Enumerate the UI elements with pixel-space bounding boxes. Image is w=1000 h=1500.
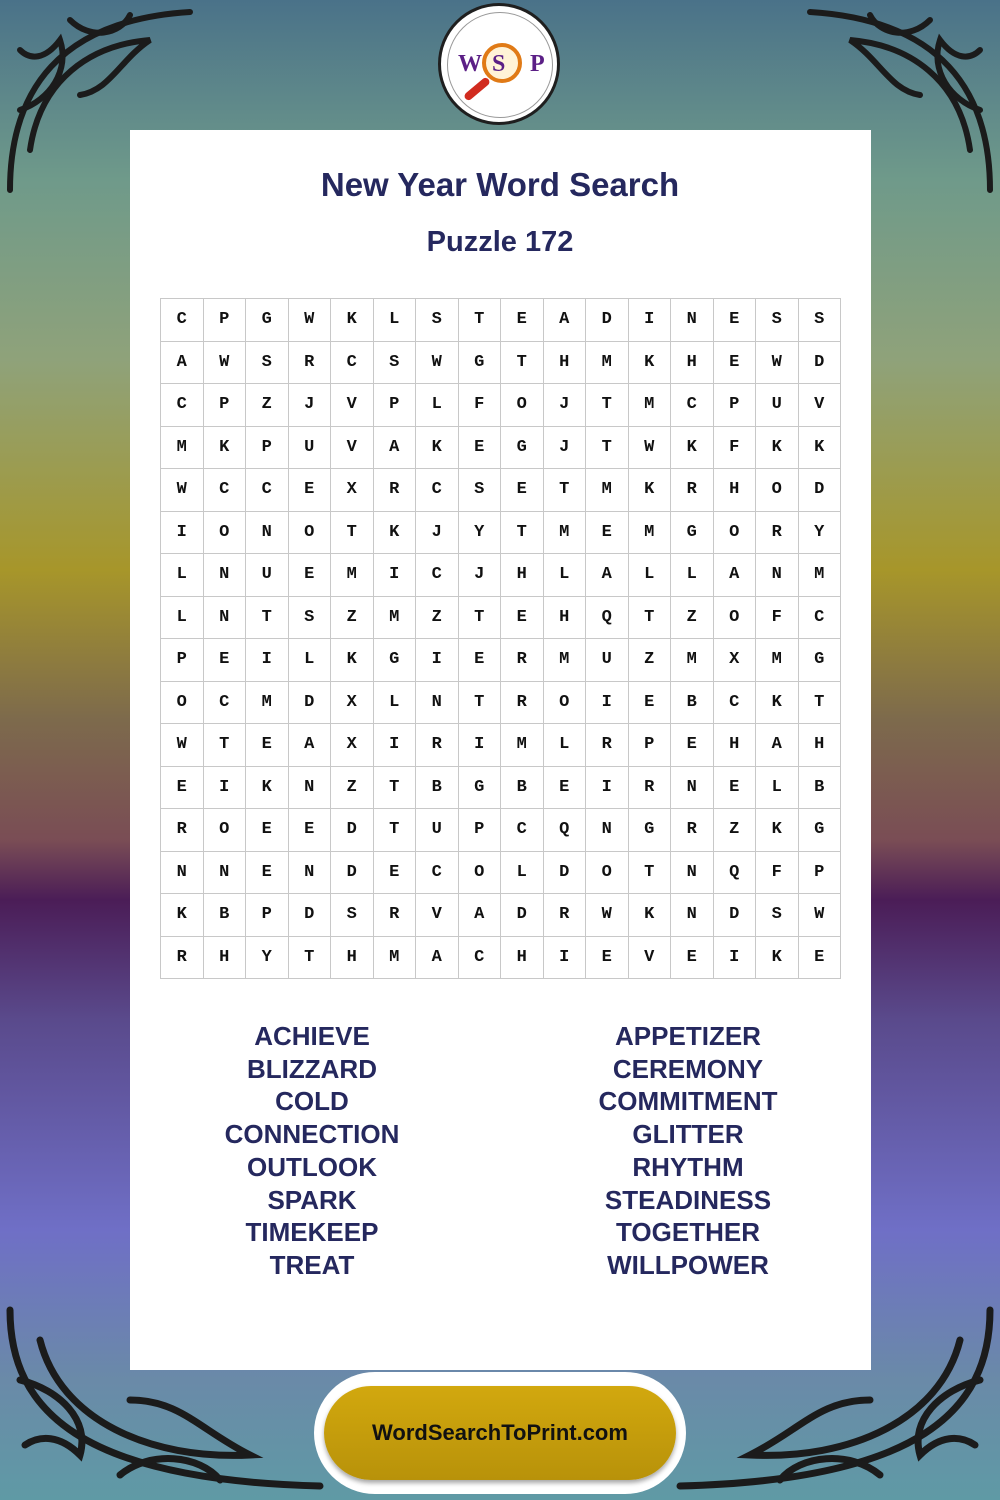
grid-cell[interactable]: Q xyxy=(586,597,629,640)
grid-cell[interactable]: N xyxy=(204,554,247,597)
grid-cell[interactable]: E xyxy=(544,767,587,810)
grid-cell[interactable]: L xyxy=(544,724,587,767)
grid-cell[interactable]: A xyxy=(161,342,204,385)
grid-cell[interactable]: A xyxy=(374,427,417,470)
grid-cell[interactable]: O xyxy=(501,384,544,427)
grid-cell[interactable]: O xyxy=(544,682,587,725)
grid-cell[interactable]: C xyxy=(416,852,459,895)
logo-letter-p: P xyxy=(530,51,545,77)
grid-cell[interactable]: T xyxy=(459,597,502,640)
grid-cell[interactable]: N xyxy=(204,852,247,895)
grid-cell[interactable]: E xyxy=(246,724,289,767)
grid-cell[interactable]: C xyxy=(671,384,714,427)
grid-cell[interactable]: N xyxy=(416,682,459,725)
grid-cell[interactable]: V xyxy=(331,384,374,427)
grid-cell[interactable]: T xyxy=(501,512,544,555)
grid-cell[interactable]: E xyxy=(671,937,714,980)
grid-cell[interactable]: I xyxy=(204,767,247,810)
word-list-item: RHYTHM xyxy=(632,1151,744,1182)
logo-letter-w: W xyxy=(458,51,482,77)
word-list-right xyxy=(538,1020,838,1282)
grid-cell[interactable]: G xyxy=(799,639,842,682)
grid-cell[interactable]: Y xyxy=(459,512,502,555)
grid-cell[interactable]: F xyxy=(459,384,502,427)
grid-cell[interactable]: H xyxy=(331,937,374,980)
grid-cell[interactable]: S xyxy=(416,299,459,342)
grid-cell[interactable]: W xyxy=(204,342,247,385)
grid-cell[interactable]: F xyxy=(756,852,799,895)
grid-cell[interactable]: X xyxy=(714,639,757,682)
grid-cell[interactable]: L xyxy=(374,682,417,725)
grid-cell[interactable]: C xyxy=(714,682,757,725)
word-list-item: APPETIZER xyxy=(615,1021,761,1051)
grid-cell[interactable]: G xyxy=(459,342,502,385)
grid-cell[interactable]: G xyxy=(459,767,502,810)
grid-cell[interactable]: E xyxy=(374,852,417,895)
grid-cell[interactable]: D xyxy=(501,894,544,937)
grid-cell[interactable]: Y xyxy=(799,512,842,555)
grid-cell[interactable]: N xyxy=(756,554,799,597)
grid-cell[interactable]: R xyxy=(586,724,629,767)
grid-cell[interactable]: G xyxy=(671,512,714,555)
grid-cell[interactable]: I xyxy=(459,724,502,767)
grid-cell[interactable]: L xyxy=(544,554,587,597)
footer-site-link[interactable]: WordSearchToPrint.com xyxy=(372,1420,628,1445)
grid-cell[interactable]: K xyxy=(246,767,289,810)
grid-cell[interactable]: D xyxy=(799,342,842,385)
grid-cell[interactable]: K xyxy=(331,639,374,682)
grid-cell[interactable]: R xyxy=(416,724,459,767)
grid-cell[interactable]: A xyxy=(416,937,459,980)
grid-cell[interactable]: R xyxy=(756,512,799,555)
grid-cell[interactable]: M xyxy=(799,554,842,597)
word-list-item: COMMITMENT xyxy=(598,1086,778,1117)
word-list-left xyxy=(162,1020,462,1282)
grid-cell[interactable]: V xyxy=(799,384,842,427)
magnifier-handle xyxy=(463,76,491,101)
grid-cell[interactable]: T xyxy=(459,299,502,342)
grid-cell[interactable]: W xyxy=(161,469,204,512)
word-list-item: CEREMONY xyxy=(612,1053,764,1084)
grid-cell[interactable]: C xyxy=(246,469,289,512)
grid-cell[interactable]: Z xyxy=(331,767,374,810)
grid-cell[interactable]: K xyxy=(756,809,799,852)
grid-cell[interactable]: G xyxy=(501,427,544,470)
grid-cell[interactable]: S xyxy=(331,894,374,937)
grid-cell[interactable]: P xyxy=(204,384,247,427)
grid-cell[interactable]: V xyxy=(629,937,672,980)
grid-cell[interactable]: L xyxy=(501,852,544,895)
grid-cell[interactable]: I xyxy=(374,724,417,767)
grid-cell[interactable]: D xyxy=(289,682,332,725)
grid-cell[interactable]: Z xyxy=(331,597,374,640)
grid-cell[interactable]: J xyxy=(289,384,332,427)
grid-cell[interactable]: E xyxy=(246,852,289,895)
grid-cell[interactable]: M xyxy=(246,682,289,725)
word-list-item: WILLPOWER xyxy=(607,1249,769,1280)
grid-cell[interactable]: O xyxy=(714,512,757,555)
grid-cell[interactable]: L xyxy=(289,639,332,682)
grid-cell[interactable]: D xyxy=(544,852,587,895)
grid-cell[interactable]: E xyxy=(501,299,544,342)
grid-cell[interactable]: M xyxy=(161,427,204,470)
grid-cell[interactable]: I xyxy=(246,639,289,682)
grid-cell[interactable]: E xyxy=(204,639,247,682)
grid-cell[interactable]: E xyxy=(161,767,204,810)
grid-cell[interactable]: U xyxy=(246,554,289,597)
grid-cell[interactable]: X xyxy=(331,469,374,512)
grid-cell[interactable]: H xyxy=(501,554,544,597)
grid-cell[interactable]: M xyxy=(544,639,587,682)
grid-cell[interactable]: M xyxy=(374,937,417,980)
grid-cell[interactable]: K xyxy=(756,427,799,470)
grid-cell[interactable]: D xyxy=(799,469,842,512)
grid-cell[interactable]: S xyxy=(799,299,842,342)
grid-cell[interactable]: A xyxy=(289,724,332,767)
grid-cell[interactable]: Q xyxy=(714,852,757,895)
grid-cell[interactable]: N xyxy=(161,852,204,895)
grid-cell[interactable]: W xyxy=(799,894,842,937)
grid-cell[interactable]: R xyxy=(671,469,714,512)
grid-cell[interactable]: T xyxy=(204,724,247,767)
grid-cell[interactable]: C xyxy=(501,809,544,852)
grid-cell[interactable]: P xyxy=(799,852,842,895)
footer-banner[interactable] xyxy=(324,1386,676,1480)
grid-cell[interactable]: Y xyxy=(246,937,289,980)
grid-cell[interactable]: T xyxy=(331,512,374,555)
site-logo xyxy=(438,3,560,125)
grid-cell[interactable]: K xyxy=(629,469,672,512)
word-list-item: OUTLOOK xyxy=(247,1151,377,1182)
grid-cell[interactable]: Z xyxy=(714,809,757,852)
grid-cell[interactable]: W xyxy=(289,299,332,342)
grid-cell[interactable]: K xyxy=(799,427,842,470)
grid-cell[interactable]: S xyxy=(246,342,289,385)
page-title: New Year Word Search xyxy=(320,166,680,203)
grid-cell[interactable]: B xyxy=(204,894,247,937)
grid-cell[interactable]: K xyxy=(671,427,714,470)
grid-cell[interactable]: A xyxy=(756,724,799,767)
grid-cell[interactable]: S xyxy=(756,299,799,342)
grid-cell[interactable]: A xyxy=(586,554,629,597)
grid-cell[interactable]: T xyxy=(544,469,587,512)
grid-cell[interactable]: E xyxy=(459,427,502,470)
grid-cell[interactable]: A xyxy=(544,299,587,342)
grid-cell[interactable]: H xyxy=(544,342,587,385)
grid-cell[interactable]: H xyxy=(799,724,842,767)
grid-cell[interactable]: O xyxy=(289,512,332,555)
grid-cell[interactable]: T xyxy=(799,682,842,725)
grid-cell[interactable]: S xyxy=(459,469,502,512)
grid-cell[interactable]: E xyxy=(671,724,714,767)
grid-cell[interactable]: A xyxy=(714,554,757,597)
word-list-item: STEADINESS xyxy=(604,1184,772,1215)
grid-cell[interactable]: E xyxy=(289,469,332,512)
grid-cell[interactable]: T xyxy=(374,767,417,810)
grid-cell[interactable]: E xyxy=(586,512,629,555)
word-list-item: TIMEKEEP xyxy=(245,1217,379,1248)
grid-cell[interactable]: I xyxy=(714,937,757,980)
grid-cell[interactable]: M xyxy=(671,639,714,682)
grid-cell[interactable]: U xyxy=(586,639,629,682)
word-list-item: ACHIEVE xyxy=(254,1021,370,1051)
logo-letter-s: S xyxy=(492,51,506,77)
grid-cell[interactable]: L xyxy=(374,299,417,342)
grid-cell[interactable]: N xyxy=(246,512,289,555)
grid-cell[interactable]: Z xyxy=(246,384,289,427)
word-list-item: CONNECTION xyxy=(224,1119,400,1150)
grid-cell[interactable]: B xyxy=(671,682,714,725)
grid-cell[interactable]: K xyxy=(331,299,374,342)
logo-badge xyxy=(447,12,553,118)
grid-cell[interactable]: K xyxy=(629,894,672,937)
grid-cell[interactable]: H xyxy=(544,597,587,640)
grid-cell[interactable]: G xyxy=(799,809,842,852)
grid-cell[interactable]: A xyxy=(459,894,502,937)
word-list-item: GLITTER xyxy=(632,1119,744,1150)
grid-cell[interactable]: E xyxy=(629,682,672,725)
grid-cell[interactable]: W xyxy=(161,724,204,767)
grid-cell[interactable]: I xyxy=(586,767,629,810)
grid-cell[interactable]: R xyxy=(374,469,417,512)
word-list-item: COLD xyxy=(275,1086,349,1117)
grid-cell[interactable]: U xyxy=(756,384,799,427)
grid-cell[interactable]: V xyxy=(331,427,374,470)
grid-cell[interactable]: C xyxy=(459,937,502,980)
grid-cell[interactable]: J xyxy=(544,384,587,427)
grid-cell[interactable]: U xyxy=(289,427,332,470)
grid-cell[interactable]: K xyxy=(416,427,459,470)
grid-cell[interactable]: L xyxy=(629,554,672,597)
grid-cell[interactable]: R xyxy=(671,809,714,852)
grid-cell[interactable]: T xyxy=(501,342,544,385)
grid-cell[interactable]: L xyxy=(671,554,714,597)
grid-cell[interactable]: T xyxy=(586,427,629,470)
grid-cell[interactable]: Z xyxy=(629,639,672,682)
grid-cell[interactable]: N xyxy=(671,299,714,342)
grid-cell[interactable]: P xyxy=(246,894,289,937)
grid-cell[interactable]: S xyxy=(289,597,332,640)
grid-cell[interactable]: O xyxy=(714,597,757,640)
grid-cell[interactable]: H xyxy=(501,937,544,980)
word-list-item: BLIZZARD xyxy=(247,1053,377,1084)
grid-cell[interactable]: M xyxy=(629,384,672,427)
letter-grid xyxy=(160,298,841,979)
grid-cell[interactable]: T xyxy=(629,852,672,895)
grid-cell[interactable]: O xyxy=(204,512,247,555)
grid-cell[interactable]: R xyxy=(289,342,332,385)
grid-cell[interactable]: E xyxy=(799,937,842,980)
grid-cell[interactable]: E xyxy=(714,299,757,342)
grid-cell[interactable]: H xyxy=(671,342,714,385)
grid-cell[interactable]: L xyxy=(161,597,204,640)
grid-cell[interactable]: L xyxy=(161,554,204,597)
grid-cell[interactable]: C xyxy=(799,597,842,640)
grid-cell[interactable]: N xyxy=(671,894,714,937)
grid-cell[interactable]: T xyxy=(586,384,629,427)
grid-cell[interactable]: C xyxy=(161,299,204,342)
word-list-item: SPARK xyxy=(267,1184,357,1215)
grid-cell[interactable]: S xyxy=(756,894,799,937)
grid-cell[interactable]: K xyxy=(629,342,672,385)
grid-cell[interactable]: I xyxy=(161,512,204,555)
grid-cell[interactable]: E xyxy=(714,767,757,810)
grid-cell[interactable]: O xyxy=(756,469,799,512)
grid-cell[interactable]: C xyxy=(204,469,247,512)
grid-cell[interactable]: M xyxy=(501,724,544,767)
word-list-item: TREAT xyxy=(269,1249,355,1280)
grid-cell[interactable]: F xyxy=(756,597,799,640)
grid-cell[interactable]: U xyxy=(416,809,459,852)
grid-cell[interactable]: K xyxy=(756,937,799,980)
grid-cell[interactable]: C xyxy=(331,342,374,385)
grid-cell[interactable]: W xyxy=(756,342,799,385)
grid-cell[interactable]: R xyxy=(374,894,417,937)
grid-cell[interactable]: N xyxy=(671,852,714,895)
grid-cell[interactable]: L xyxy=(756,767,799,810)
grid-cell[interactable]: D xyxy=(289,894,332,937)
grid-cell[interactable]: E xyxy=(501,469,544,512)
grid-cell[interactable]: C xyxy=(416,469,459,512)
grid-cell[interactable]: Z xyxy=(671,597,714,640)
grid-cell[interactable]: M xyxy=(756,639,799,682)
grid-cell[interactable]: R xyxy=(501,682,544,725)
grid-cell[interactable]: B xyxy=(501,767,544,810)
grid-cell[interactable]: G xyxy=(374,639,417,682)
grid-cell[interactable]: I xyxy=(416,639,459,682)
grid-cell[interactable]: B xyxy=(799,767,842,810)
puzzle-number: Puzzle 172 xyxy=(426,226,574,258)
grid-cell[interactable]: W xyxy=(586,894,629,937)
grid-cell[interactable]: K xyxy=(756,682,799,725)
grid-cell[interactable]: V xyxy=(416,894,459,937)
grid-cell[interactable]: I xyxy=(586,682,629,725)
grid-cell[interactable]: E xyxy=(459,639,502,682)
grid-cell[interactable]: J xyxy=(416,512,459,555)
grid-cell[interactable]: M xyxy=(586,469,629,512)
grid-cell[interactable]: T xyxy=(289,937,332,980)
grid-cell[interactable]: K xyxy=(161,894,204,937)
grid-cell[interactable]: K xyxy=(374,512,417,555)
grid-cell[interactable]: E xyxy=(714,342,757,385)
grid-cell[interactable]: N xyxy=(204,597,247,640)
grid-cell[interactable]: R xyxy=(544,894,587,937)
grid-cell[interactable]: R xyxy=(501,639,544,682)
grid-cell[interactable]: N xyxy=(671,767,714,810)
grid-cell[interactable]: T xyxy=(246,597,289,640)
grid-cell[interactable]: Z xyxy=(416,597,459,640)
grid-cell[interactable]: J xyxy=(544,427,587,470)
grid-cell[interactable]: P xyxy=(161,639,204,682)
grid-cell[interactable]: E xyxy=(586,937,629,980)
grid-cell[interactable]: N xyxy=(289,767,332,810)
grid-cell[interactable]: N xyxy=(289,852,332,895)
grid-cell[interactable]: T xyxy=(459,682,502,725)
grid-cell[interactable]: C xyxy=(204,682,247,725)
grid-cell[interactable]: H xyxy=(714,469,757,512)
grid-cell[interactable]: B xyxy=(416,767,459,810)
grid-cell[interactable]: W xyxy=(416,342,459,385)
grid-cell[interactable]: C xyxy=(161,384,204,427)
grid-cell[interactable]: W xyxy=(629,427,672,470)
grid-cell[interactable]: K xyxy=(204,427,247,470)
grid-cell[interactable]: P xyxy=(374,384,417,427)
grid-cell[interactable]: G xyxy=(629,809,672,852)
grid-cell[interactable]: M xyxy=(544,512,587,555)
grid-cell[interactable]: M xyxy=(586,342,629,385)
word-list-item: TOGETHER xyxy=(616,1217,760,1248)
grid-cell[interactable]: E xyxy=(501,597,544,640)
grid-cell[interactable]: I xyxy=(374,554,417,597)
grid-cell[interactable]: X xyxy=(331,682,374,725)
grid-cell[interactable]: J xyxy=(459,554,502,597)
grid-cell[interactable]: N xyxy=(586,809,629,852)
grid-cell[interactable]: G xyxy=(246,299,289,342)
grid-cell[interactable]: D xyxy=(331,809,374,852)
grid-cell[interactable]: I xyxy=(629,299,672,342)
grid-cell[interactable]: P xyxy=(459,809,502,852)
grid-cell[interactable]: P xyxy=(246,427,289,470)
grid-cell[interactable]: S xyxy=(374,342,417,385)
grid-cell[interactable]: X xyxy=(331,724,374,767)
grid-cell[interactable]: C xyxy=(416,554,459,597)
grid-cell[interactable]: O xyxy=(204,809,247,852)
grid-cell[interactable]: T xyxy=(629,597,672,640)
grid-cell[interactable]: E xyxy=(289,554,332,597)
grid-cell[interactable]: M xyxy=(374,597,417,640)
grid-cell[interactable]: R xyxy=(161,809,204,852)
grid-cell[interactable]: H xyxy=(204,937,247,980)
grid-cell[interactable]: M xyxy=(331,554,374,597)
grid-cell[interactable]: O xyxy=(459,852,502,895)
grid-cell[interactable]: T xyxy=(374,809,417,852)
grid-cell[interactable]: R xyxy=(161,937,204,980)
grid-cell[interactable]: P xyxy=(714,384,757,427)
grid-cell[interactable]: F xyxy=(714,427,757,470)
grid-cell[interactable]: D xyxy=(714,894,757,937)
grid-cell[interactable]: Q xyxy=(544,809,587,852)
grid-cell[interactable]: D xyxy=(331,852,374,895)
grid-cell[interactable]: E xyxy=(289,809,332,852)
grid-cell[interactable]: M xyxy=(629,512,672,555)
grid-cell[interactable]: P xyxy=(629,724,672,767)
grid-cell[interactable]: I xyxy=(544,937,587,980)
grid-cell[interactable]: H xyxy=(714,724,757,767)
grid-cell[interactable]: E xyxy=(246,809,289,852)
grid-cell[interactable]: R xyxy=(629,767,672,810)
grid-cell[interactable]: D xyxy=(586,299,629,342)
grid-cell[interactable]: L xyxy=(416,384,459,427)
grid-cell[interactable]: O xyxy=(161,682,204,725)
grid-cell[interactable]: P xyxy=(204,299,247,342)
grid-cell[interactable]: O xyxy=(586,852,629,895)
